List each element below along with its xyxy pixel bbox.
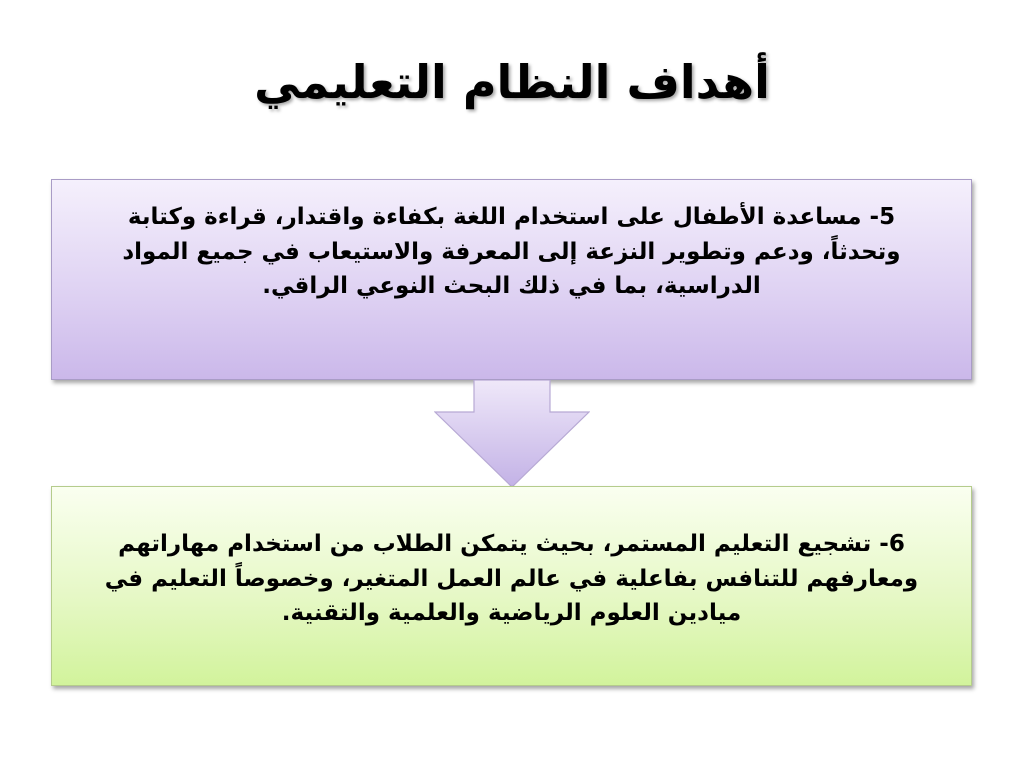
- step-box-5: [51, 179, 972, 380]
- step-box-6: [51, 486, 972, 686]
- step-text-5: 5- مساعدة الأطفال على استخدام اللغة بكفاءة واقتدار، قراءة وكتابة وتحدثاً، ودعم وتطوير النزعة إلى المعرفة والاستيعاب في جميع المواد الدراسية، بما في ذلك البحث النوعي الراقي.: [122, 204, 901, 299]
- step-text-6: 6- تشجيع التعليم المستمر، بحيث يتمكن الطلاب من استخدام مهاراتهم ومعارفهم للتنافس بفاعلية في عالم العمل المتغير، وخصوصاً التعليم في ميادين العلوم الرياضية والعلمية والتقنية.: [104, 531, 919, 626]
- down-arrow: [434, 380, 590, 488]
- page-title: أهداف النظام التعليمي: [254, 55, 770, 109]
- down-arrow-shape: [435, 380, 589, 487]
